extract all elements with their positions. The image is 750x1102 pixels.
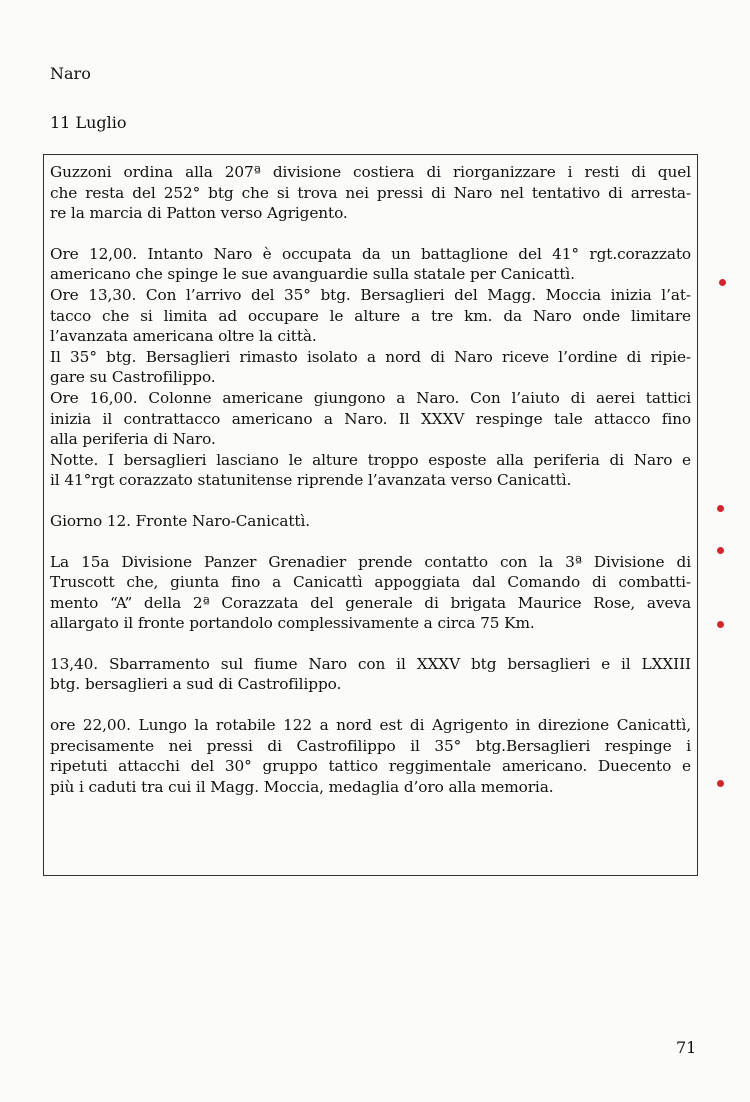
text-line: Il 35° btg. Bersaglieri rimasto isolato a nord di Naro riceve l’ordine di ripie-: [50, 347, 691, 366]
paragraph-6: [50, 715, 691, 797]
text-line: Giorno 12. Fronte Naro-Canicattì.: [50, 511, 310, 530]
paragraph-3: [50, 511, 691, 532]
text-line: re la marcia di Patton verso Agrigento.: [50, 204, 348, 223]
text-line: alla periferia di Naro.: [50, 430, 216, 449]
text-line: il 41°rgt corazzato statunitense riprende l’avanzata verso Canicattì.: [50, 471, 572, 490]
margin-dot: [717, 621, 724, 628]
text-line: btg. bersaglieri a sud di Castrofilippo.: [50, 675, 342, 694]
place-heading: Naro: [50, 64, 91, 83]
text-line: precisamente nei pressi di Castrofilippo il 35° btg.Bersaglieri respinge i: [50, 736, 691, 755]
date-heading: 11 Luglio: [50, 113, 127, 132]
text-line: Ore 13,30. Con l’arrivo del 35° btg. Bersaglieri del Magg. Moccia inizia l’at-: [50, 285, 691, 304]
text-line: Ore 16,00. Colonne americane giungono a Naro. Con l’aiuto di aerei tattici: [50, 388, 691, 407]
paragraph-1: [50, 162, 691, 224]
paragraph-4: [50, 552, 691, 634]
text-line: Notte. I bersaglieri lasciano le alture troppo esposte alla periferia di Naro e: [50, 450, 691, 469]
margin-dot: [717, 547, 724, 554]
page-number: 71: [676, 1038, 697, 1057]
text-line: tacco che si limita ad occupare le alture a tre km. da Naro onde limitare: [50, 306, 691, 325]
text-line: americano che spinge le sue avanguardie sulla statale per Canicattì.: [50, 265, 575, 284]
text-line: più i caduti tra cui il Magg. Moccia, medaglia d’oro alla memoria.: [50, 777, 554, 796]
text-line: Ore 12,00. Intanto Naro è occupata da un battaglione del 41° rgt.corazzato: [50, 244, 691, 263]
text-line: inizia il contrattacco americano a Naro. Il XXXV respinge tale attacco fino: [50, 409, 691, 428]
margin-dot: [719, 279, 726, 286]
text-line: Guzzoni ordina alla 207ª divisione costiera di riorganizzare i resti di quel: [50, 163, 691, 181]
paragraph-2: [50, 244, 691, 491]
paragraph-5: [50, 654, 691, 695]
text-line: ore 22,00. Lungo la rotabile 122 a nord est di Agrigento in direzione Canicattì,: [50, 716, 691, 735]
text-line: mento “A” della 2ª Corazzata del generale di brigata Maurice Rose, aveva: [50, 593, 691, 612]
text-line: La 15a Divisione Panzer Grenadier prende contatto con la 3ª Divisione di: [50, 552, 691, 571]
text-line: che resta del 252° btg che si trova nei pressi di Naro nel tentativo di arresta-: [50, 183, 691, 202]
margin-dot: [717, 505, 724, 512]
text-line: l’avanzata americana oltre la città.: [50, 327, 317, 346]
text-line: 13,40. Sbarramento sul fiume Naro con il XXXV btg bersaglieri e il LXXIII: [50, 654, 691, 673]
text-line: ripetuti attacchi del 30° gruppo tattico reggimentale americano. Duecento e: [50, 757, 691, 776]
margin-dot: [717, 780, 724, 787]
text-line: allargato il fronte portandolo complessivamente a circa 75 Km.: [50, 614, 535, 633]
framed-text-box: [43, 154, 698, 876]
text-line: Truscott che, giunta fino a Canicattì appoggiata dal Comando di combatti-: [50, 573, 691, 592]
text-line: gare su Castrofilippo.: [50, 368, 216, 387]
